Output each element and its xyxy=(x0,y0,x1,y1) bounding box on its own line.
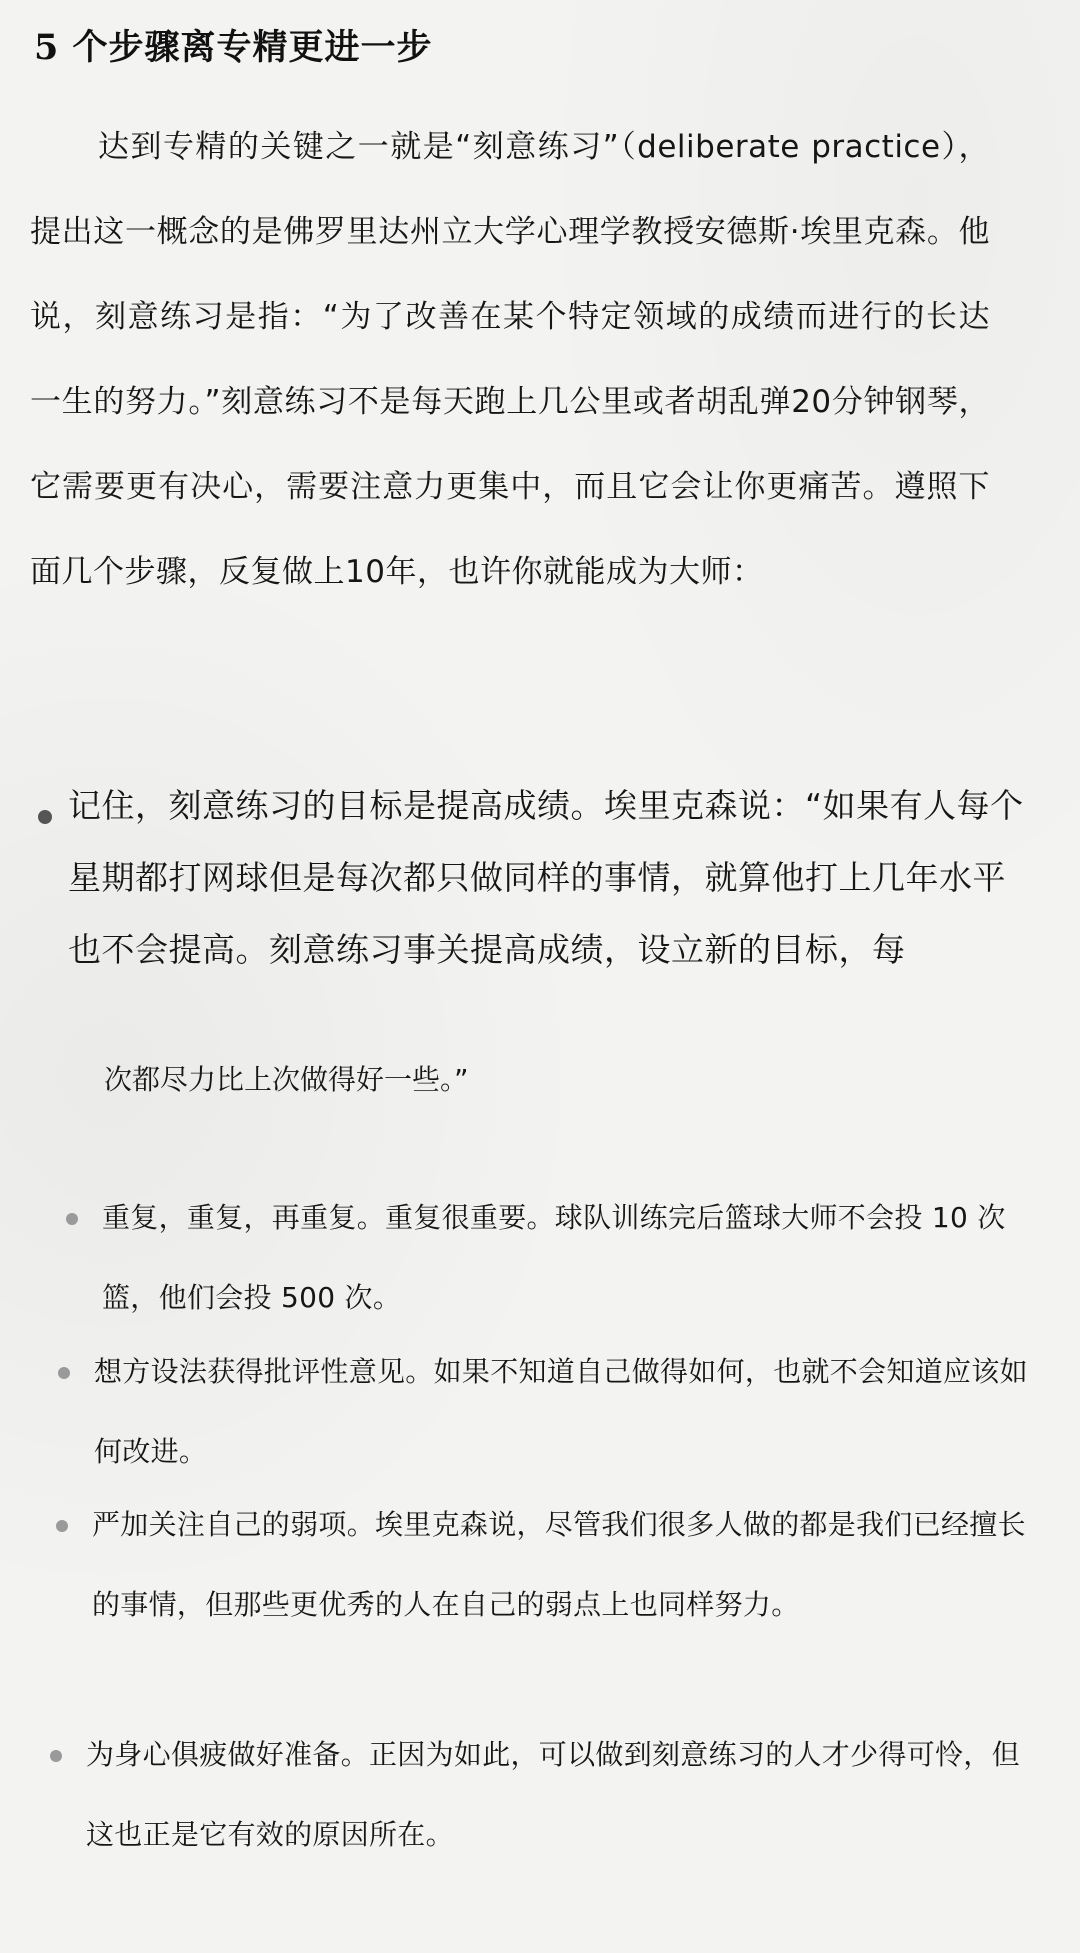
bullet-icon xyxy=(66,1213,78,1225)
bullet-icon xyxy=(58,1367,70,1379)
bullet-icon xyxy=(50,1750,62,1762)
intro-paragraph: 达到专精的关键之一就是“刻意练习”（deliberate practice），提出这一概念的是佛罗里达州立大学心理学教授安德斯·埃里克森。他说，刻意练习是指：“为了改善在某个特定领域的成绩而进行的长达一生的努力。”刻意练习不是每天跑上几公里或者胡乱弹20分钟钢琴，它需要更有决心，需要注意力更集中，而且它会让你更痛苦。遵照下面几个步骤，反复做上10年，也许你就能成为大师： xyxy=(30,129,990,590)
list-item-text: 记住，刻意练习的目标是提高成绩。埃里克森说：“如果有人每个星期都打网球但是每次都只做同样的事情，就算他打上几年水平也不会提高。刻意练习事关提高成绩，设立新的目标，每 xyxy=(68,786,1024,969)
list-item xyxy=(66,1178,1046,1338)
list-item-continuation: 次都尽力比上次做得好一些。” xyxy=(104,1063,469,1096)
list-item-text: 为身心俱疲做好准备。正因为如此，可以做到刻意练习的人才少得可怜，但这也正是它有效的原因所在。 xyxy=(86,1738,1020,1851)
list-item-text: 想方设法获得批评性意见。如果不知道自己做得如何，也就不会知道应该如何改进。 xyxy=(94,1355,1028,1468)
list-item xyxy=(38,770,1028,1104)
list-item-text: 严加关注自己的弱项。埃里克森说，尽管我们很多人做的都是我们已经擅长的事情，但那些更优秀的人在自己的弱点上也同样努力。 xyxy=(92,1508,1026,1621)
bullet-icon xyxy=(56,1520,68,1532)
list-item xyxy=(58,1332,1038,1492)
list-item-text: 重复，重复，再重复。重复很重要。球队训练完后篮球大师不会投 10 次篮，他们会投 500 次。 xyxy=(102,1201,1006,1314)
bullet-icon xyxy=(38,810,52,824)
list-item xyxy=(50,1715,1030,1875)
list-item xyxy=(56,1485,1036,1645)
section-heading: 5 个步骤离专精更进一步 xyxy=(34,27,433,68)
